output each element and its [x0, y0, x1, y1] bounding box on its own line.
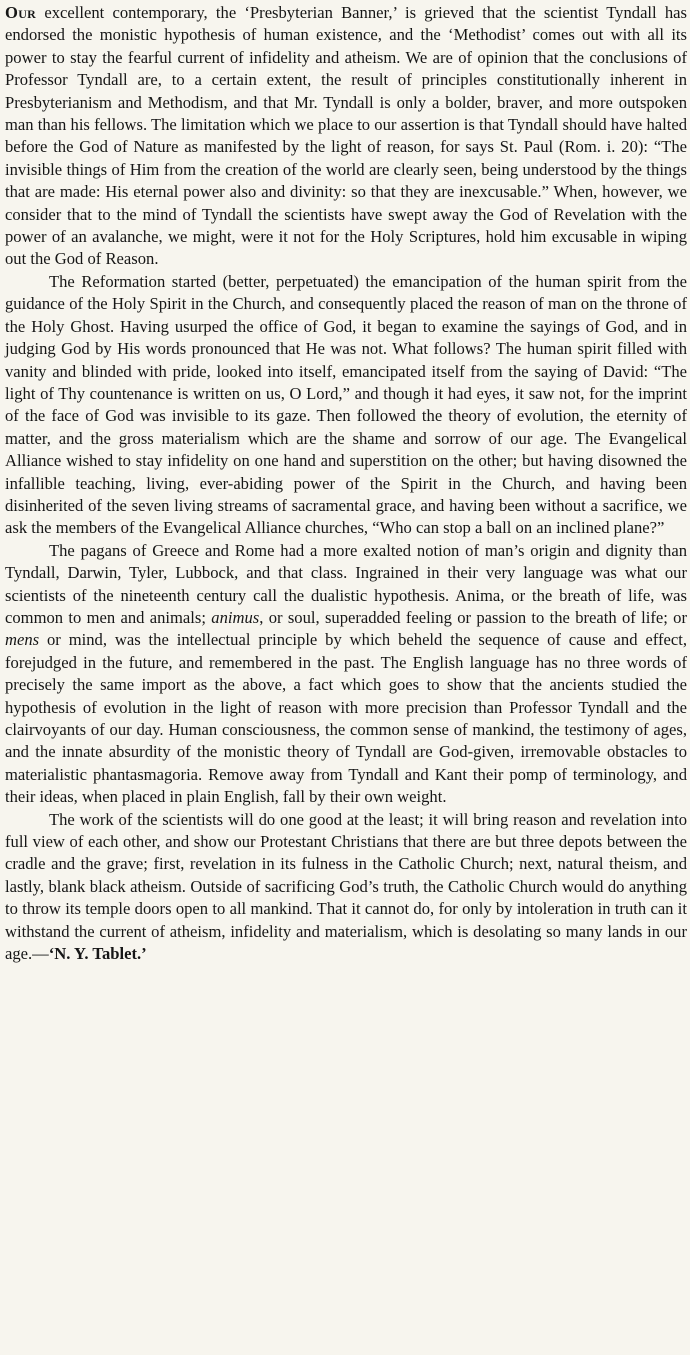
- paragraph-3-text-a: The pagans of Greece and Rome had a more exalted notion of man’s origin and dignity than Tyndall, Darwin, Tyler, Lubbock, and that class. Ingrained in their very language was what our scientists of the nineteenth century call the dualistic hypothesis. Anima, or the breath of life, was common to men and animals;: [5, 540, 687, 627]
- paragraph-2: The Reformation started (better, perpetuated) the emancipation of the human spirit from the guidance of the Holy Spirit in the Church, and consequently placed the reason of man on the throne of the Holy Ghost. Having usurped the office of God, it began to examine the sayings of God, and in judging God by His words pronounced that He was not. What follows? The human spirit filled with vanity and blinded with pride, looked into itself, emancipated itself from the saying of David: “The light of Thy countenance is written on us, O Lord,” and though it had eyes, it saw not, for the imprint of the face of God was invisible to its gaze. Then followed the theory of evolution, the eternity of matter, and the gross materialism which are the shame and sorrow of our age. The Evangelical Alliance wished to stay infidelity on one hand and superstition on the other; but having disowned the infallible teaching, living, ever-abiding power of the Spirit in the Church, and having been disinherited of the seven living streams of sacramental grace, and having been without a sacrifice, we ask the members of the Evangelical Alliance churches, “Who can stop a ball on an inclined plane?”: [5, 271, 687, 538]
- lead-word: Our: [5, 3, 37, 22]
- paragraph-4-text: The work of the scientists will do one good at the least; it will bring reason and revelation into full view of each other, and show our Protestant Christians that there are but three depots between the cradle and the grave; first, revelation in its fulness in the Catholic Church; next, natural theism, and lastly, blank black atheism. Outside of sacrificing God’s truth, the Catholic Church would do anything to throw its temple doors open to all mankind. That it cannot do, for only by intoleration in truth can it withstand the current of atheism, infidelity and materialism, which is desolating so many lands in our age.—: [5, 809, 687, 964]
- paragraph-3-text-c: or mind, was the intellectual principle by which beheld the sequence of cause and effect, forejudged in the future, and remembered in the past. The English language has no three words of precisely the same import as the above, a fact which goes to show that the ancients studied the hypothesis of evolution in the light of reason with more precision than Professor Tyndall and the clairvoyants of our day. Human consciousness, the common sense of mankind, the testimony of ages, and the innate absurdity of the monistic theory of Tyndall are God-given, irremovable obstacles to materialistic phantasmagoria. Remove away from Tyndall and Kant their pomp of terminology, and their ideas, when placed in plain English, fall by their own weight.: [5, 630, 687, 807]
- paragraph-4: [5, 809, 687, 966]
- paragraph-3: [5, 540, 687, 809]
- term-animus: animus: [211, 607, 260, 627]
- term-mens: mens: [5, 630, 40, 650]
- paragraph-1-text: excellent contemporary, the ‘Presbyterian Banner,’ is grieved that the scientist Tyndall has endorsed the monistic hypothesis of human existence, and the ‘Methodist’ comes out with all its power to stay the fearful current of infidelity and atheism. We are of opinion that the conclusions of Professor Tyndall are, to a certain extent, the result of principles constitutionally inherent in Presbyterianism and Methodism, and that Mr. Tyndall is only a bolder, braver, and more outspoken man than his fellows. The limitation which we place to our assertion is that Tyndall should have halted before the God of Nature as manifested by the light of reason, for says St. Paul (Rom. i. 20): “The invisible things of Him from the creation of the world are clearly seen, being understood by the things that are made: His eternal power also and divinity: so that they are inexcusable.” When, however, we consider that to the mind of Tyndall the scientists have swept away the God of Revelation with the power of an avalanche, we might, were it not for the Holy Scriptures, hold him excusable in wiping out the God of Reason.: [5, 3, 687, 269]
- paragraph-3-text-b: , or soul, superadded feeling or passion to the breath of life; or: [259, 607, 687, 627]
- source-attribution: ‘N. Y. Tablet.’: [48, 944, 147, 964]
- paragraph-1: [5, 2, 687, 271]
